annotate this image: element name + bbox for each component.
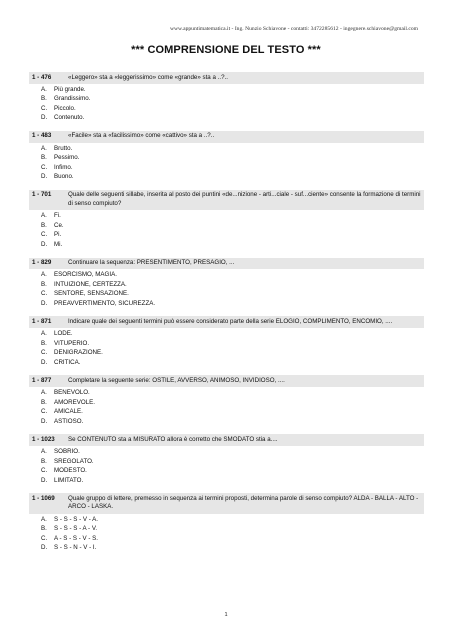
option-text: Pi. (54, 231, 62, 239)
option-letter: C. (41, 467, 48, 475)
option-text: Pessimo. (54, 154, 80, 162)
option-letter: C. (41, 104, 48, 112)
option-letter: A. (41, 448, 47, 455)
option-letter: C. (41, 408, 48, 416)
option-letter: B. (41, 280, 47, 288)
option-letter: B. (41, 339, 47, 347)
question-header (29, 434, 424, 446)
question-header (29, 316, 424, 328)
option-letter: C. (41, 163, 48, 171)
answer-option (29, 240, 424, 250)
option-text: Grandissimo. (54, 95, 91, 103)
question-header (29, 258, 424, 270)
answer-option (29, 543, 424, 553)
option-letter: B. (41, 525, 47, 533)
option-letter: D. (41, 114, 48, 122)
answer-options (29, 211, 424, 249)
answer-option (29, 515, 424, 525)
answer-options (29, 515, 424, 553)
answer-option (29, 388, 424, 398)
answer-option (29, 447, 424, 457)
answer-options (29, 270, 424, 308)
option-letter: A. (41, 144, 47, 152)
option-text: Brutto. (54, 144, 73, 152)
answer-options (29, 85, 424, 123)
option-text: A - S - S - V - S. (54, 534, 99, 542)
option-letter: C. (41, 231, 48, 239)
option-letter: D. (41, 544, 48, 552)
option-letter: A. (41, 212, 47, 220)
question-number: 1 - 701 (32, 191, 52, 199)
answer-option (29, 270, 424, 280)
option-text: PREAVVERTIMENTO, SICUREZZA. (54, 299, 156, 307)
question-block (29, 190, 424, 250)
answer-option (29, 407, 424, 417)
option-letter: B. (41, 95, 47, 103)
option-letter: B. (41, 398, 47, 406)
option-letter: C. (41, 290, 48, 298)
question-block (29, 493, 424, 553)
answer-options (29, 329, 424, 367)
option-letter: B. (41, 457, 47, 465)
question-number: 1 - 1069 (32, 494, 55, 502)
option-text: S - S - N - V - I. (54, 544, 97, 552)
question-number: 1 - 1023 (32, 435, 55, 443)
answer-option (29, 85, 424, 95)
answer-option (29, 280, 424, 290)
question-text: «Facile» sta a «facilissimo» come «cattivo» sta a ..?.. (68, 132, 215, 140)
question-number: 1 - 877 (32, 376, 52, 384)
answer-option (29, 172, 424, 182)
answer-option (29, 221, 424, 231)
option-letter: A. (41, 389, 47, 397)
option-text: ASTIOSO. (54, 417, 84, 425)
option-text: Fi. (54, 212, 61, 220)
answer-option (29, 348, 424, 358)
answer-option (29, 417, 424, 427)
question-block (29, 72, 424, 123)
option-letter: D. (41, 476, 48, 484)
option-letter: B. (41, 154, 47, 162)
option-letter: A. (41, 515, 47, 523)
question-text: Completare la seguente serie: OSTILE, AVVERSO, ANIMOSO, INVIDIOSO, .... (68, 376, 285, 384)
option-letter: D. (41, 240, 48, 248)
answer-option (29, 466, 424, 476)
question-text: Indicare quale dei seguenti termini può essere considerato parte della serie ELOGIO, COMPLIMENTO, ENCOMIO, .... (68, 317, 393, 325)
option-letter: A. (41, 271, 47, 279)
answer-option (29, 104, 424, 114)
option-text: Ce. (54, 221, 64, 229)
question-block (29, 258, 424, 309)
answer-option (29, 230, 424, 240)
option-text: Buono. (54, 173, 74, 181)
answer-option (29, 211, 424, 221)
answer-option (29, 398, 424, 408)
answer-option (29, 299, 424, 309)
question-text: Quale delle seguenti sillabe, inserita al posto dei puntini «de...nizione - arti...ciale - suf...ciente» consente la formazione di termini di senso compiuto? (68, 191, 421, 208)
option-letter: A. (41, 330, 47, 338)
answer-option (29, 524, 424, 534)
option-text: CRITICA. (54, 358, 81, 366)
answer-option (29, 94, 424, 104)
option-text: Contenuto. (54, 114, 85, 122)
option-text: SREGOLATO. (54, 457, 94, 465)
answer-options (29, 388, 424, 426)
option-text: Piccolo. (54, 104, 76, 112)
question-header (29, 131, 424, 143)
option-letter: B. (41, 221, 47, 229)
answer-option (29, 339, 424, 349)
question-number: 1 - 829 (32, 259, 52, 266)
option-text: BENEVOLO. (54, 389, 90, 397)
answer-option (29, 153, 424, 163)
option-text: Più grande. (54, 85, 86, 93)
question-header (29, 72, 424, 84)
question-list (29, 72, 424, 561)
question-header (29, 375, 424, 387)
page-number: 1 (224, 612, 228, 618)
answer-option (29, 144, 424, 154)
option-text: AMOREVOLE. (54, 398, 95, 406)
question-block (29, 375, 424, 426)
option-letter: D. (41, 299, 48, 307)
question-block (29, 131, 424, 182)
option-text: DENIGRAZIONE. (54, 349, 103, 357)
option-letter: D. (41, 173, 48, 181)
answer-option (29, 457, 424, 467)
option-text: VITUPERIO. (54, 339, 90, 347)
answer-option (29, 113, 424, 123)
option-text: SENTORE, SENSAZIONE. (54, 290, 129, 298)
option-text: S - S - S - V - A. (54, 515, 99, 523)
question-header (29, 190, 424, 210)
question-number: 1 - 871 (32, 317, 52, 325)
question-number: 1 - 476 (32, 73, 52, 81)
option-letter: A. (41, 85, 47, 93)
question-text: Continuare la sequenza: PRESENTIMENTO, PRESAGIO, ... (68, 259, 235, 266)
option-text: Mi. (54, 240, 63, 248)
question-block (29, 316, 424, 367)
answer-option (29, 534, 424, 544)
answer-option (29, 289, 424, 299)
answer-option (29, 163, 424, 173)
option-letter: C. (41, 349, 48, 357)
question-header (29, 493, 424, 513)
question-block (29, 434, 424, 485)
option-letter: D. (41, 417, 48, 425)
option-letter: C. (41, 534, 48, 542)
question-text: Se CONTENUTO sta a MISURATO allora è corretto che SMODATO stia a.... (68, 435, 278, 443)
option-text: LIMITATO. (54, 476, 84, 484)
answer-options (29, 447, 424, 485)
answer-option (29, 476, 424, 486)
option-text: AMICALE. (54, 408, 83, 416)
option-text: SOBRIO. (54, 448, 80, 455)
question-number: 1 - 483 (32, 132, 52, 140)
answer-options (29, 144, 424, 182)
option-letter: D. (41, 358, 48, 366)
answer-option (29, 329, 424, 339)
option-text: Infimo. (54, 163, 73, 171)
answer-option (29, 358, 424, 368)
option-text: MODESTO. (54, 467, 87, 475)
page-header: www.appuntimatematica.it - Ing. Nunzio Schiavone - contatti: 3472285612 - ingegnere.schiavone@gmail.com (169, 26, 418, 32)
option-text: ESORCISMO, MAGIA. (54, 271, 117, 279)
option-text: INTUIZIONE, CERTEZZA. (54, 280, 127, 288)
question-text: Quale gruppo di lettere, premesso in sequenza ai termini proposti, determina parole di senso compiuto? ALDA - BALLA - ALTO - ARCO - LASKA. (68, 494, 419, 511)
option-text: S - S - S - A - V. (54, 525, 98, 533)
question-text: «Leggero» sta a «leggerissimo» come «grande» sta a ..?.. (68, 73, 228, 81)
document-title: *** COMPRENSIONE DEL TESTO *** (131, 44, 321, 56)
option-text: LODE. (54, 330, 73, 338)
